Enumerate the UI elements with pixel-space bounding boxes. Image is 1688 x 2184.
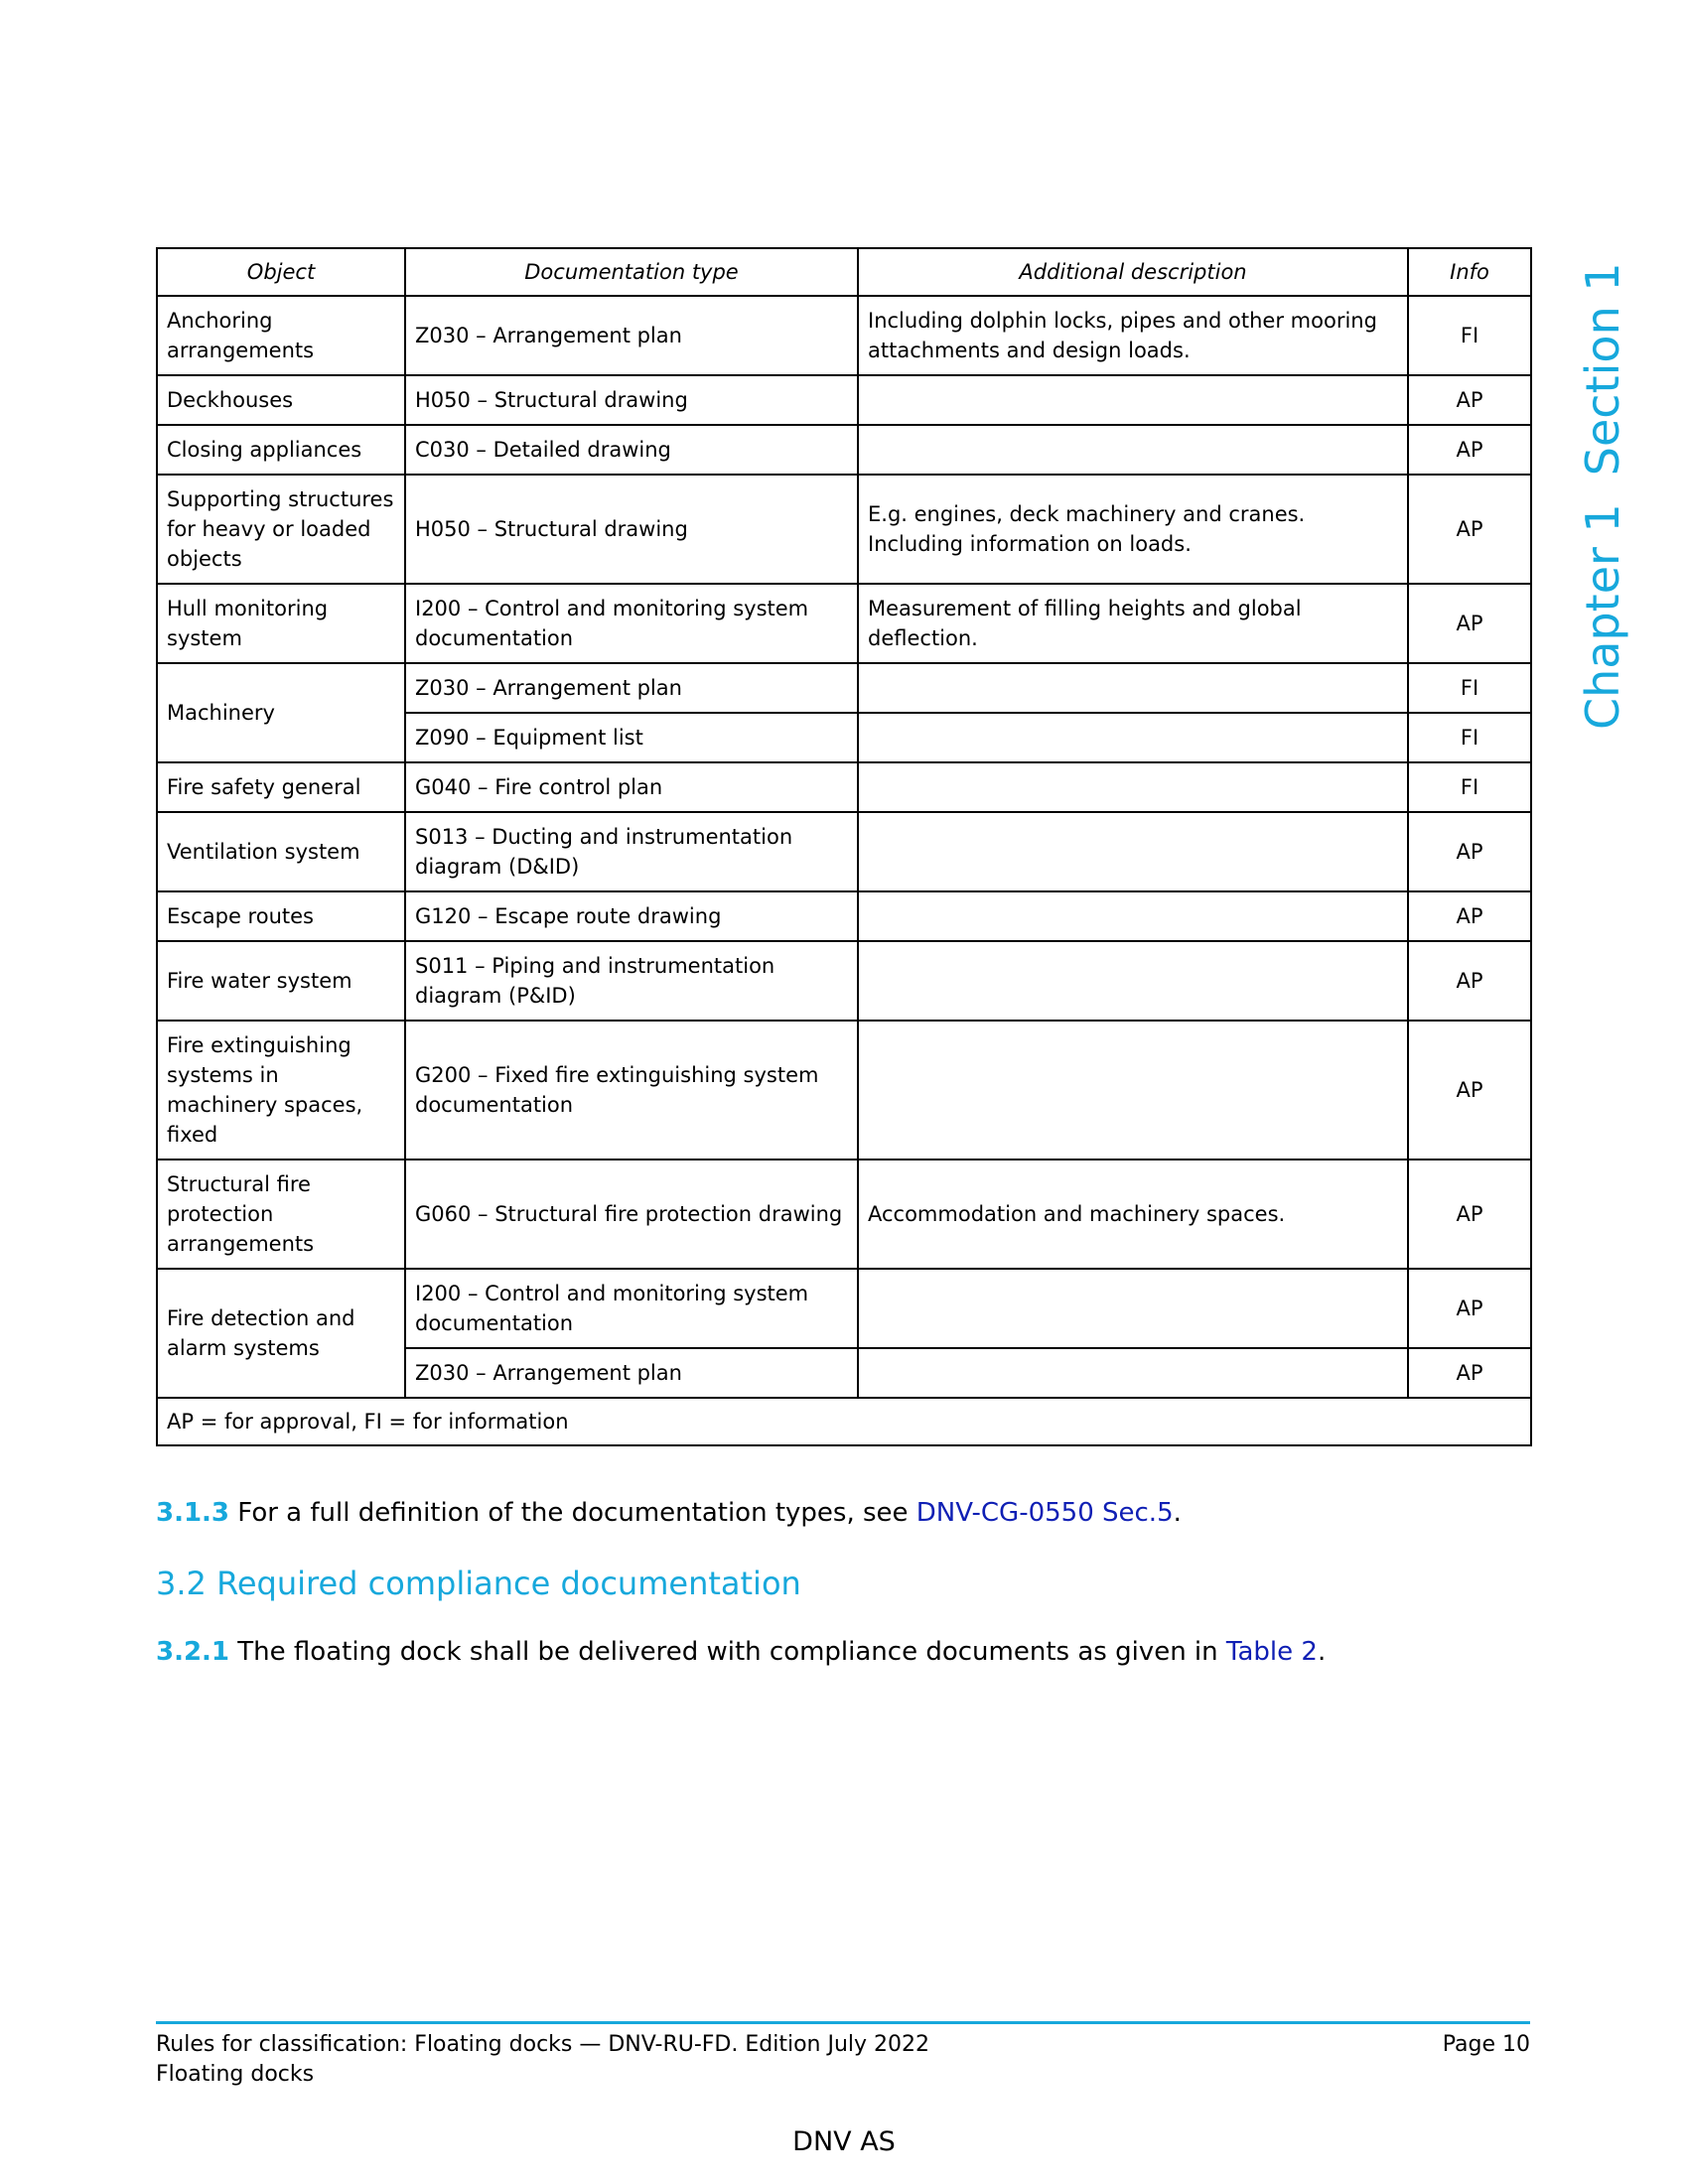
object-cell: Hull monitoring system bbox=[157, 584, 405, 663]
info-cell: AP bbox=[1408, 1348, 1531, 1398]
doc-type-cell: G200 – Fixed fire extinguishing system documentation bbox=[405, 1021, 858, 1160]
description-cell bbox=[858, 1348, 1408, 1398]
description-cell bbox=[858, 891, 1408, 941]
page-number: Page 10 bbox=[1442, 2032, 1530, 2057]
header-object: Object bbox=[157, 248, 405, 296]
doc-type-cell: G040 – Fire control plan bbox=[405, 762, 858, 812]
company-name: DNV AS bbox=[792, 2126, 896, 2157]
description-cell bbox=[858, 375, 1408, 425]
paragraph-number: 3.1.3 bbox=[156, 1498, 230, 1528]
table-row bbox=[157, 1160, 1531, 1269]
description-cell: Measurement of filling heights and global deflection. bbox=[858, 584, 1408, 663]
table-header-row bbox=[157, 248, 1531, 296]
object-cell: Machinery bbox=[157, 663, 405, 762]
doc-type-cell: G120 – Escape route drawing bbox=[405, 891, 858, 941]
doc-type-cell: H050 – Structural drawing bbox=[405, 475, 858, 584]
object-cell: Fire water system bbox=[157, 941, 405, 1021]
object-cell: Deckhouses bbox=[157, 375, 405, 425]
doc-type-cell: G060 – Structural fire protection drawing bbox=[405, 1160, 858, 1269]
documentation-table bbox=[156, 247, 1532, 1446]
doc-reference-link[interactable]: DNV-CG-0550 Sec.5 bbox=[915, 1498, 1174, 1528]
info-cell: FI bbox=[1408, 663, 1531, 713]
table-reference-link[interactable]: Table 2 bbox=[1225, 1637, 1318, 1667]
description-cell bbox=[858, 812, 1408, 891]
table-row bbox=[157, 941, 1531, 1021]
info-cell: AP bbox=[1408, 425, 1531, 475]
table-row bbox=[157, 296, 1531, 375]
doc-type-cell: Z030 – Arrangement plan bbox=[405, 1348, 858, 1398]
table-footnote: AP = for approval, FI = for information bbox=[157, 1398, 1531, 1445]
paragraph-text: For a full definition of the documentation types, see bbox=[229, 1498, 916, 1528]
table-row bbox=[157, 425, 1531, 475]
table-row bbox=[157, 812, 1531, 891]
object-cell: Structural fire protection arrangements bbox=[157, 1160, 405, 1269]
table-row bbox=[157, 475, 1531, 584]
info-cell: AP bbox=[1408, 1160, 1531, 1269]
table-row bbox=[157, 1269, 1531, 1348]
object-cell: Fire safety general bbox=[157, 762, 405, 812]
header-info: Info bbox=[1408, 248, 1531, 296]
info-cell: AP bbox=[1408, 375, 1531, 425]
info-cell: AP bbox=[1408, 1269, 1531, 1348]
table-footnote-row bbox=[157, 1398, 1531, 1445]
header-documentation-type: Documentation type bbox=[405, 248, 858, 296]
section-label: Section 1 bbox=[1576, 262, 1629, 477]
paragraph-end: . bbox=[1173, 1498, 1182, 1528]
description-cell: Accommodation and machinery spaces. bbox=[858, 1160, 1408, 1269]
description-cell bbox=[858, 1269, 1408, 1348]
paragraph-end: . bbox=[1317, 1637, 1327, 1667]
description-cell bbox=[858, 1021, 1408, 1160]
object-cell: Fire extinguishing systems in machinery spaces, fixed bbox=[157, 1021, 405, 1160]
info-cell: FI bbox=[1408, 713, 1531, 762]
paragraph-3-1-3 bbox=[156, 1496, 1530, 1530]
info-cell: AP bbox=[1408, 891, 1531, 941]
description-cell bbox=[858, 941, 1408, 1021]
info-cell: AP bbox=[1408, 584, 1531, 663]
description-cell bbox=[858, 663, 1408, 713]
doc-type-cell: C030 – Detailed drawing bbox=[405, 425, 858, 475]
table-row bbox=[157, 762, 1531, 812]
doc-type-cell: I200 – Control and monitoring system documentation bbox=[405, 1269, 858, 1348]
object-cell: Supporting structures for heavy or loaded objects bbox=[157, 475, 405, 584]
description-cell: Including dolphin locks, pipes and other mooring attachments and design loads. bbox=[858, 296, 1408, 375]
footer-divider bbox=[156, 2021, 1530, 2024]
table-row bbox=[157, 891, 1531, 941]
paragraph-text: The floating dock shall be delivered with compliance documents as given in bbox=[229, 1637, 1226, 1667]
doc-type-cell: H050 – Structural drawing bbox=[405, 375, 858, 425]
description-cell bbox=[858, 713, 1408, 762]
doc-type-cell: Z090 – Equipment list bbox=[405, 713, 858, 762]
doc-type-cell: S011 – Piping and instrumentation diagram (P&ID) bbox=[405, 941, 858, 1021]
doc-type-cell: I200 – Control and monitoring system documentation bbox=[405, 584, 858, 663]
paragraph-3-2-1 bbox=[156, 1635, 1530, 1669]
object-cell: Escape routes bbox=[157, 891, 405, 941]
info-cell: AP bbox=[1408, 812, 1531, 891]
object-cell: Anchoring arrangements bbox=[157, 296, 405, 375]
footer-subtitle: Floating docks bbox=[156, 2062, 315, 2087]
header-additional-description: Additional description bbox=[858, 248, 1408, 296]
section-heading: 3.2 Required compliance documentation bbox=[156, 1565, 801, 1602]
description-cell bbox=[858, 425, 1408, 475]
table-row bbox=[157, 375, 1531, 425]
table-row bbox=[157, 584, 1531, 663]
description-cell bbox=[858, 762, 1408, 812]
info-cell: AP bbox=[1408, 475, 1531, 584]
table-row bbox=[157, 663, 1531, 713]
info-cell: FI bbox=[1408, 762, 1531, 812]
object-cell: Fire detection and alarm systems bbox=[157, 1269, 405, 1398]
chapter-section-label bbox=[1576, 262, 1629, 730]
object-cell: Ventilation system bbox=[157, 812, 405, 891]
footer-title: Rules for classification: Floating docks — DNV-RU-FD. Edition July 2022 bbox=[156, 2032, 930, 2057]
table-row bbox=[157, 1021, 1531, 1160]
info-cell: FI bbox=[1408, 296, 1531, 375]
object-cell: Closing appliances bbox=[157, 425, 405, 475]
paragraph-number: 3.2.1 bbox=[156, 1637, 230, 1667]
chapter-label: Chapter 1 bbox=[1576, 503, 1629, 730]
description-cell: E.g. engines, deck machinery and cranes. Including information on loads. bbox=[858, 475, 1408, 584]
info-cell: AP bbox=[1408, 1021, 1531, 1160]
doc-type-cell: Z030 – Arrangement plan bbox=[405, 296, 858, 375]
doc-type-cell: Z030 – Arrangement plan bbox=[405, 663, 858, 713]
info-cell: AP bbox=[1408, 941, 1531, 1021]
doc-type-cell: S013 – Ducting and instrumentation diagram (D&ID) bbox=[405, 812, 858, 891]
